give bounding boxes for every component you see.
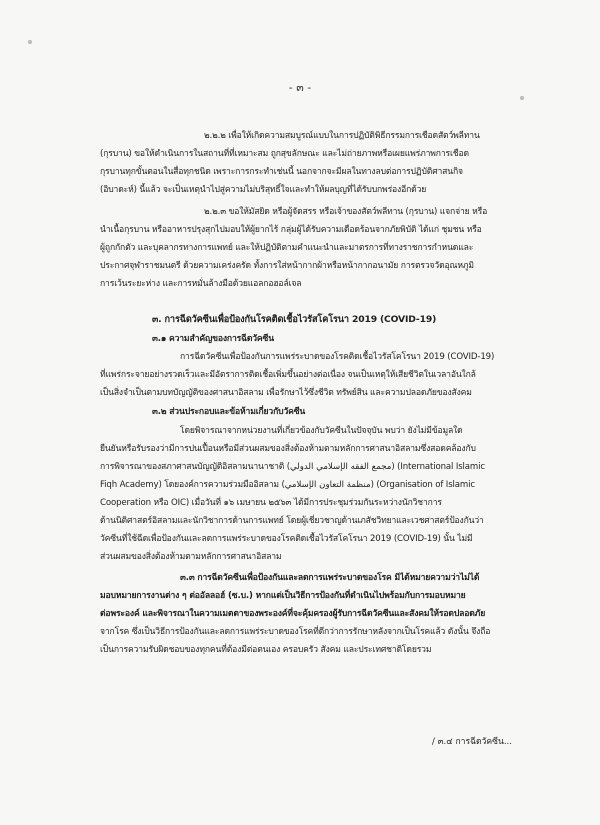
page-number: - ๓ - [288, 81, 312, 94]
paragraph-line: มอบหมายการงานต่าง ๆ ต่ออัลลอฮ์ (ซ.บ.) หากแต่เป็นวิธีการป้องกันที่ดำเนินไปพร้อมกับการมอบหมาย [100, 591, 466, 601]
paragraph-line: นำเนื้อกุรบาน หรืออาหารปรุงสุกไปมอบให้ผู้ยากไร้ กลุ่มผู้ได้รับความเดือดร้อนจากภัยพิบัติ ได้แก่ ชุมชน หรือ [100, 225, 482, 235]
section-heading: ๓. การฉีดวัคซีนเพื่อป้องกันโรคติดเชื้อไวรัสโคโรนา 2019 (COVID-19) [152, 314, 437, 325]
paragraph-line: ที่แพร่กระจายอย่างรวดเร็วและมีอัตราการติดเชื้อเพิ่มขึ้นอย่างต่อเนื่อง จนเป็นเหตุให้เสียชีวิตในเวลาอันใกล้ [100, 370, 476, 380]
paragraph-line: ด้านนิติศาสตร์อิสลามและนักวิชาการด้านการแพทย์ โดยผู้เชี่ยวชาญด้านเภสัชวิทยาและเวชศาสตร์ป้องกันว่า [100, 516, 484, 526]
paragraph-line: กุรบานทุกขั้นตอนในสื่อทุกชนิด เพราะการกระทำเช่นนี้ นอกจากจะมีผลในทางลบต่อการปฏิบัติศาสนกิจ [100, 167, 463, 177]
paragraph-line: ประกาศจุฬาราชมนตรี ด้วยความเคร่งครัด ทั้งการใส่หน้ากากผ้าหรือหน้ากากอนามัย การตรวจวัดอุณหภูมิ [100, 261, 474, 271]
paragraph-line: วัคซีนที่ใช้ฉีดเพื่อป้องกันและลดการแพร่ระบาดของโรคติดเชื้อไวรัสโคโรนา 2019 (COVID-19) นั้น ไม่มี [100, 534, 473, 544]
paragraph-line: เป็นการความรับผิดชอบของทุกคนที่ต้องมีต่อตนเอง ครอบครัว สังคม และประเทศชาติโดยรวม [100, 645, 432, 655]
paragraph-line: (อิบาดะห์) นี้แล้ว จะเป็นเหตุนำไปสู่ความไม่บริสุทธิ์ใจและทำให้ผลบุญที่ได้รับบกพร่องอีกด้วย [100, 185, 427, 195]
paragraph-line: ผู้ถูกกักตัว และบุคลากรทางการแพทย์ และให้ปฏิบัติตามคำแนะนำและมาตรการที่ทางราชการกำหนดและ [100, 243, 474, 253]
paragraph-line: การพิจารณาของสภาศาสนบัญญัติอิสลามนานาชาติ (مجمع الفقه الإسلامي الدولي) (International Islamic [100, 462, 485, 472]
paragraph-line: ต่อพระองค์ และพิจารณาในความเมตตาของพระองค์ที่จะคุ้มครองผู้รับการฉีดวัคซีนและสังคมให้รอดปลอดภัย [100, 609, 486, 619]
paragraph-line: จากโรค ซึ่งเป็นวิธีการป้องกันและลดการแพร่ระบาดของโรคที่ดีกว่าการรักษาหลังจากเป็นโรคแล้ว ดังนั้น จึงถือ [100, 627, 491, 637]
paragraph-line: เป็นสิ่งจำเป็นตามบทบัญญัติของศาสนาอิสลาม เพื่อรักษาไว้ซึ่งชีวิต ทรัพย์สิน และความปลอดภัยของสังคม [100, 388, 472, 398]
paragraph-line: การฉีดวัคซีนเพื่อป้องกันการแพร่ระบาดของโรคติดเชื้อไวรัสโคโรนา 2019 (COVID-19) [180, 352, 495, 362]
paragraph-line: (กุรบาน) ขอให้ดำเนินการในสถานที่ที่เหมาะสม ถูกสุขลักษณะ และไม่ถ่ายภาพหรือเผยแพร่ภาพการเชือด [100, 149, 469, 159]
paragraph-line: ส่วนผสมของสิ่งต้องห้ามตามหลักการศาสนาอิสลาม [100, 552, 282, 562]
subsection-heading: ๓.๒ ส่วนประกอบและข้อห้ามเกี่ยวกับวัคซีน [152, 407, 306, 417]
continuation-note: / ๓.๔ การฉีดวัคซีน... [432, 737, 513, 747]
paragraph-line: ๒.๒.๓ ขอให้มัสยิด หรือผู้จัดสรร หรือเจ้าของสัตว์พลีทาน (กุรบาน) แจกจ่าย หรือ [204, 207, 488, 217]
paragraph-line: โดยพิจารณาจากหน่วยงานที่เกี่ยวข้องกับวัคซีนในปัจจุบัน พบว่า ยังไม่มีข้อมูลใด [180, 426, 463, 436]
subsection-heading: ๓.๓ การฉีดวัคซีนเพื่อป้องกันและลดการแพร่ระบาดของโรค มิได้หมายความว่าไม่ได้ [180, 573, 480, 583]
paragraph-line: ยืนยันหรือรับรองว่ามีการปนเปื้อนหรือมีส่วนผสมของสิ่งต้องห้ามตามหลักการศาสนาอิสลามซึ่งสอดคล้องกับ [100, 444, 476, 454]
paragraph-line: Fiqh Academy) โดยองค์การความร่วมมืออิสลาม (منظمة التعاون الإسلامي) (Organisation of Islamic [100, 480, 475, 490]
subsection-heading: ๓.๑ ความสำคัญของการฉีดวัคซีน [152, 334, 274, 344]
scan-speck [28, 40, 32, 44]
paragraph-line: การเว้นระยะห่าง และการหมั่นล้างมือด้วยแอลกอฮอล์เจล [100, 279, 302, 289]
paragraph-line: ๒.๒.๒ เพื่อให้เกิดความสมบูรณ์แบบในการปฏิบัติพิธีกรรมการเชือดสัตว์พลีทาน [204, 131, 480, 141]
scan-speck [520, 96, 524, 100]
paragraph-line: Cooperation หรือ OIC) เมื่อวันที่ ๑๖ เมษายน ๒๕๖๓ ได้มีการประชุมร่วมกันระหว่างนักวิชาการ [100, 498, 442, 508]
